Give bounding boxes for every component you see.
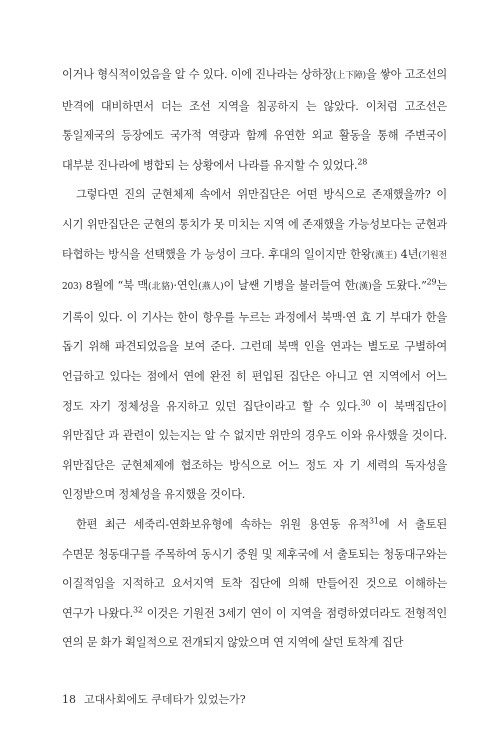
footnote-ref: 30 — [360, 397, 371, 407]
running-title: 고대사회에도 쿠데타가 있었는가? — [84, 693, 246, 706]
footnote-ref: 29 — [426, 277, 437, 287]
hanja-annotation: (北貉) — [148, 282, 174, 293]
paragraph — [62, 180, 447, 510]
text-run: 그렇다면 진의 군현체제 속에서 위만집단은 어떤 방식으로 존재했을까? 이 시기 위만집단은 군현의 통치가 못 미치는 지역 에 존재했을 가능성보다는 군현과 타협하는 방식을 선택했을 가 능성이 크다. 후대의 일이지만 한왕 — [62, 188, 447, 261]
text-run: 을 쌓아 고조선의 반격에 대비하면서 더는 조선 지역을 침공하지 는 않았다. 이처럼 고조선은 통일제국의 등장에도 국가적 역량과 함께 유연한 외교 활동을 통해 주변국이 대부분 진나라에 병합되 는 상황에서 나라를 유지할 수 있었다. — [62, 68, 447, 172]
hanja-annotation: (燕人) — [198, 282, 224, 293]
hanja-annotation: (漢王) — [371, 250, 397, 261]
text-run: 이 북맥집단이 위만집단 과 관련이 있는지는 알 수 없지만 위만의 경우도 이와 유사했을 것이다. 위만집단은 군현체제에 협조하는 방식으로 어느 정도 자 기 세력의 독자성을 인정받으며 정체성을 유지했을 것이다. — [62, 399, 448, 502]
text-run: 에 서 출토된 수면문 청동대구를 주목하여 동시기 중원 및 제후국에 서 출토되는 청동대구와는 이질적임을 지적하고 요서지역 토착 집단에 의해 만들어진 것으로 이해하는 연구가 나왔다. — [62, 517, 448, 620]
paragraph — [62, 510, 447, 658]
hanja-annotation: (漢) — [355, 282, 372, 293]
footnote-ref: 31 — [369, 516, 379, 526]
hanja-annotation: (上下障) — [332, 71, 366, 81]
body-text — [62, 60, 447, 658]
page-footer — [62, 691, 246, 707]
footnote-ref: 32 — [133, 604, 143, 614]
hanja-annotation: (기원전 203) — [62, 250, 447, 293]
text-run: 한편 최근 세죽리-연화보유형에 속하는 위원 용연동 유적 — [76, 517, 370, 531]
page-number: 18 — [62, 693, 76, 706]
text-run: 을 도왔다.” — [371, 279, 427, 293]
text-run: 는 기록이 있다. 이 기사는 한이 항우를 누르는 과정에서 북맥·연 효 기 부대가 한을 돕기 위해 파견되었음을 보여 준다. 그런데 북맥 인을 연과는 별도로 구별하여 언급하고 있다는 점에서 연에 완전 히 편입된 집단은 아니고 연 지역에서 어느 정도 자기 정체성을 유지하고 있던 집단이라고 할 수 있다. — [62, 279, 447, 413]
text-run: ·연인 — [173, 279, 199, 293]
text-run: 이거나 형식적이었음을 알 수 있다. 이에 진나라는 상하장 — [62, 68, 333, 81]
text-run: 8월에 “북 맥 — [81, 279, 149, 293]
paragraph — [62, 60, 447, 180]
text-run: 4년 — [396, 247, 419, 261]
footnote-ref: 28 — [357, 157, 368, 167]
text-run: 이것은 기원전 3세기 연이 이 지역을 점령하였더라도 전형적인 연의 문 화가 획일적으로 전개되지 않았으며 연 지역에 살던 토착계 집단 — [62, 606, 447, 650]
text-run: 이 날쌘 기병을 불러들여 한 — [223, 279, 356, 293]
